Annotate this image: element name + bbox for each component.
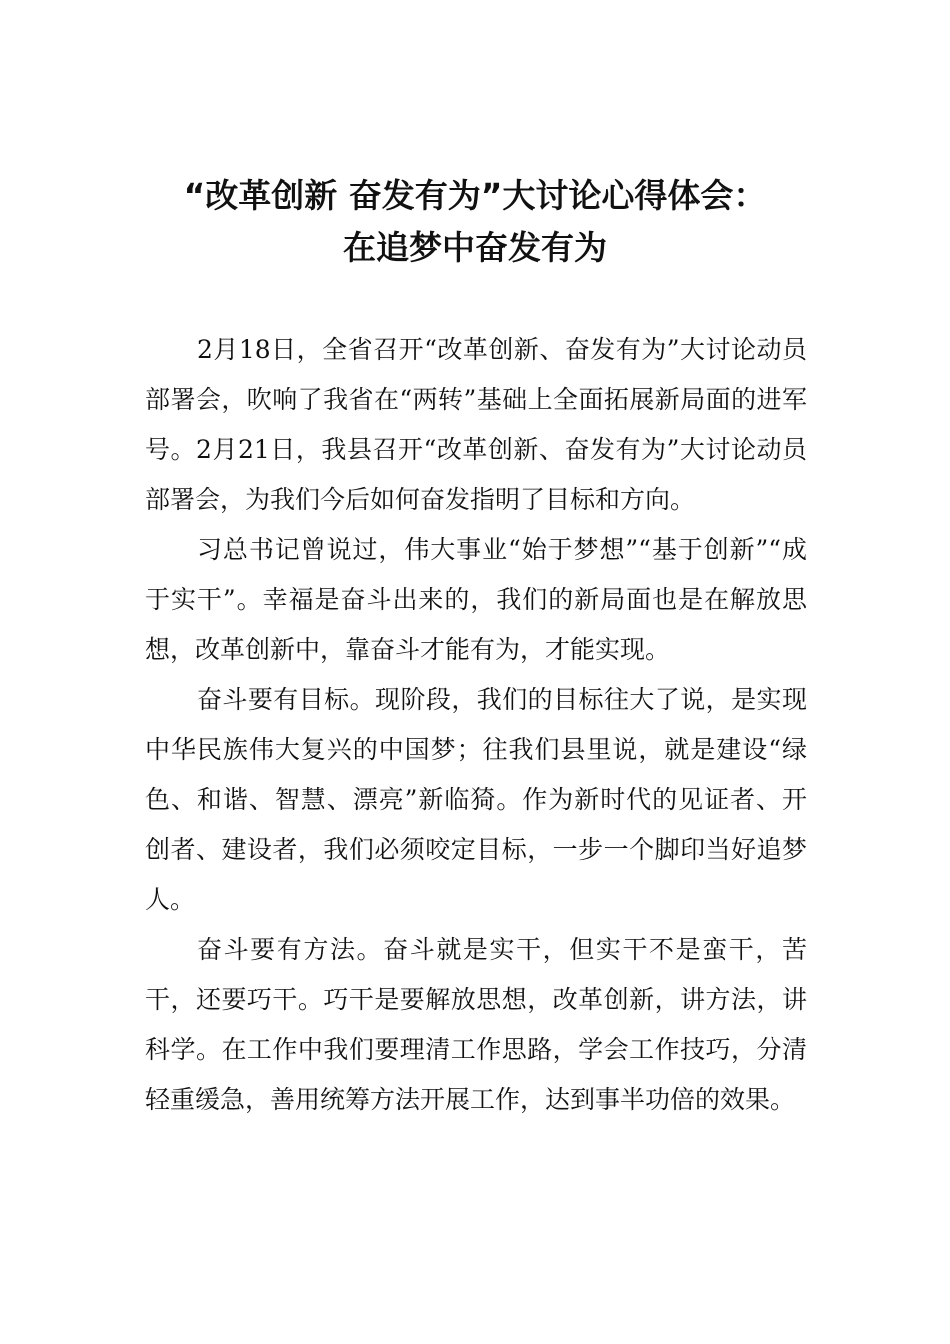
paragraph-1: 2月18日，全省召开“改革创新、奋发有为”大讨论动员部署会，吹响了我省在“两转”基础上全面拓展新局面的进军号。2月21日，我县召开“改革创新、奋发有为”大讨论动员部署会，为我们今后如何奋发指明了目标和方向。 <box>145 335 807 514</box>
paragraph-3: 奋斗要有目标。现阶段，我们的目标往大了说，是实现中华民族伟大复兴的中国梦；往我们县里说，就是建设“绿色、和谐、智慧、漂亮”新临猗。作为新时代的见证者、开创者、建设者，我们必须咬定目标，一步一个脚印当好追梦人。 <box>145 685 807 914</box>
document-title-line-2: 在追梦中奋发有为 <box>343 228 607 267</box>
document-title-line-1: “改革创新 奋发有为”大讨论心得体会： <box>183 176 767 215</box>
document-body <box>145 325 807 1125</box>
paragraph-2: 习总书记曾说过，伟大事业“始于梦想”“基于创新”“成于实干”。幸福是奋斗出来的，我们的新局面也是在解放思想，改革创新中，靠奋斗才能有为，才能实现。 <box>145 535 807 664</box>
paragraph-4: 奋斗要有方法。奋斗就是实干，但实干不是蛮干，苦干，还要巧干。巧干是要解放思想，改革创新，讲方法，讲科学。在工作中我们要理清工作思路，学会工作技巧，分清轻重缓急，善用统筹方法开展工作，达到事半功倍的效果。 <box>145 935 807 1114</box>
